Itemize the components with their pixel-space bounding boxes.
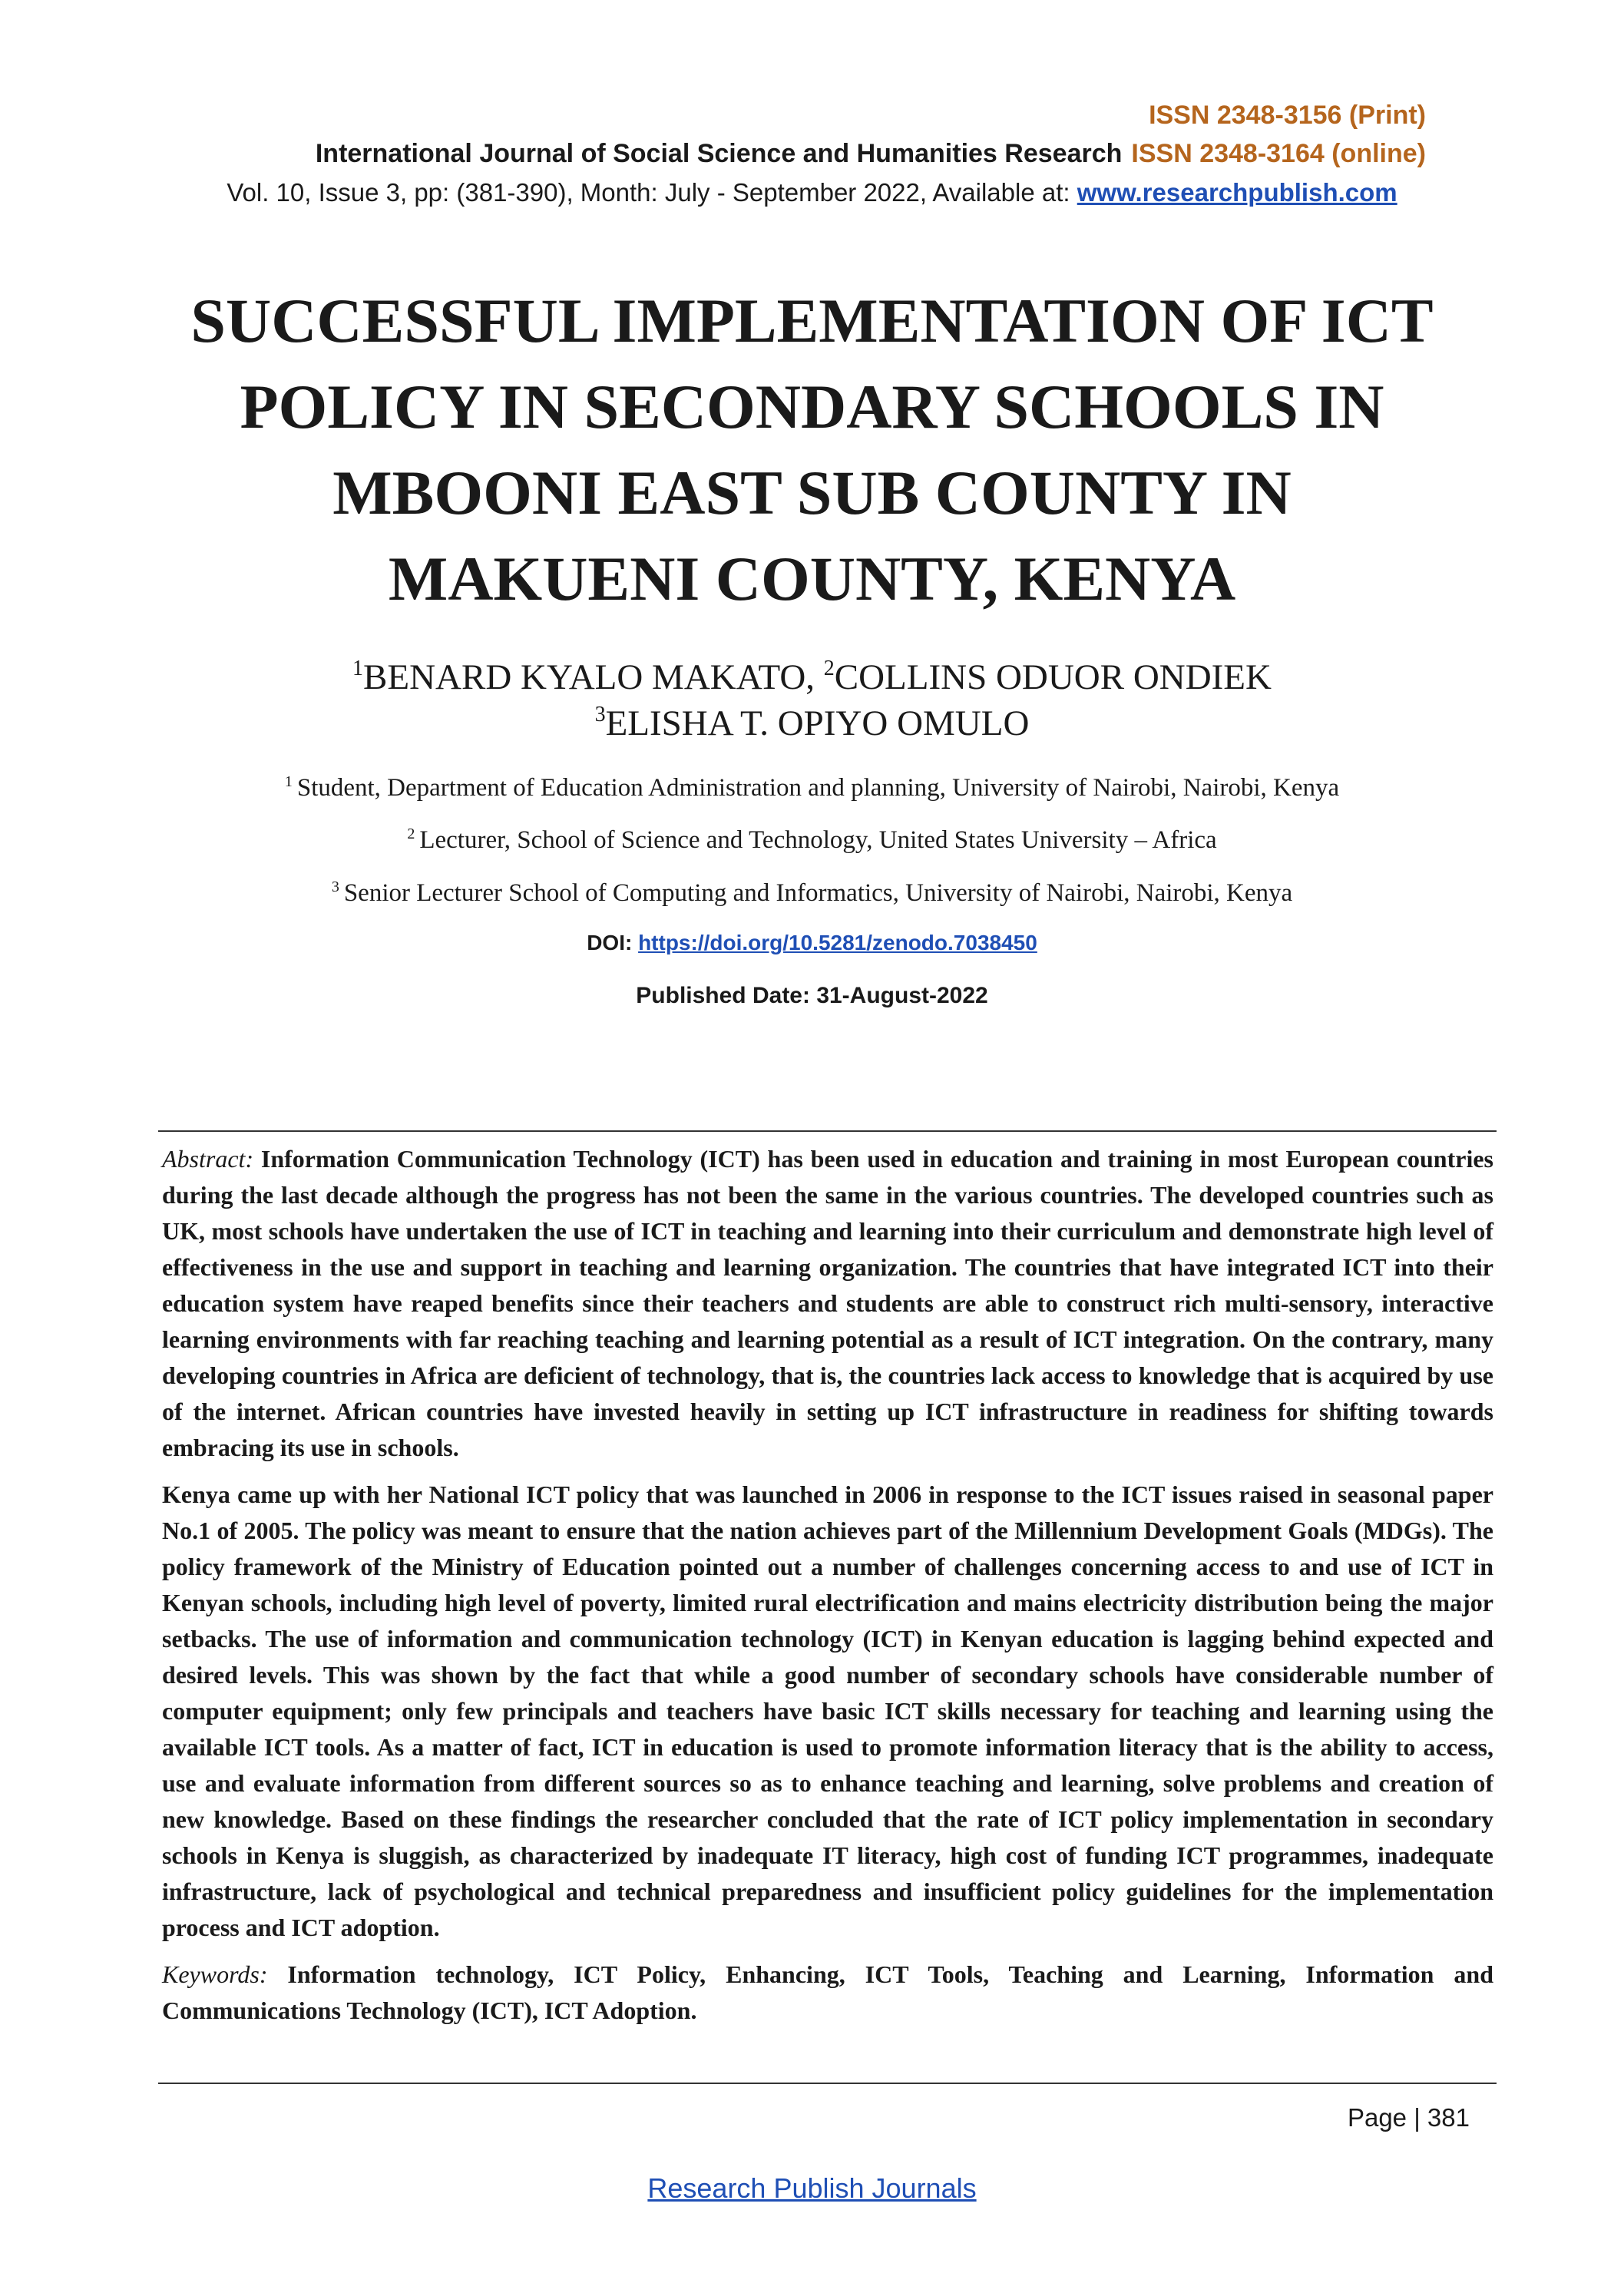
author-name: ELISHA T. OPIYO OMULO bbox=[605, 703, 1030, 743]
author-mark: 3 bbox=[594, 703, 606, 726]
issn-online: ISSN 2348-3164 (online) bbox=[1131, 139, 1426, 168]
volume-text: Vol. 10, Issue 3, pp: (381-390), Month: July - September 2022, Available at: bbox=[227, 178, 1077, 207]
abstract-paragraph-1 bbox=[162, 1141, 1493, 1466]
footer bbox=[0, 2172, 1624, 2205]
author-list bbox=[0, 654, 1624, 746]
title-line: SUCCESSFUL IMPLEMENTATION OF ICT bbox=[190, 286, 1434, 356]
publisher-link[interactable]: Research Publish Journals bbox=[647, 2172, 977, 2204]
doi-link[interactable]: https://doi.org/10.5281/zenodo.7038450 bbox=[638, 931, 1037, 954]
abstract-text-1: Information Communication Technology (ICT) has been used in education and training in most European countries during the last decade although the progress has not been the same in the various countries. The developed countries such as UK, most schools have undertaken the use of ICT in teaching and learning into their curriculum and demonstrate high level of effectiveness in the use and support in teaching and learning organization. The countries that have integrated ICT into their education system have reaped benefits since their teachers and students are able to construct rich multi-sensory, interactive learning environments with far reaching teaching and learning potential as a result of ICT integration. On the contrary, many developing countries in Africa are deficient of technology, that is, the countries lack access to knowledge that is acquired by use of the internet. African countries have invested heavily in setting up ICT infrastructure in readiness for shifting towards embracing its use in schools. bbox=[162, 1145, 1494, 1461]
affiliation-text: Lecturer, School of Science and Technology, United States University – Africa bbox=[419, 826, 1217, 854]
abstract-top-rule bbox=[158, 1130, 1497, 1132]
abstract-bottom-rule bbox=[158, 2083, 1497, 2084]
abstract-paragraph-2 bbox=[162, 1477, 1493, 1946]
affiliation-text: Student, Department of Education Administration and planning, University of Nairobi, Nairobi, Kenya bbox=[296, 774, 1340, 802]
title-line: MBOONI EAST SUB COUNTY IN bbox=[332, 458, 1292, 528]
affiliation-mark: 1 bbox=[284, 773, 293, 790]
author-mark: 2 bbox=[823, 657, 835, 680]
doi-line bbox=[0, 929, 1624, 957]
author-mark: 1 bbox=[352, 657, 364, 680]
journal-header-row bbox=[0, 138, 1426, 169]
published-date: Published Date: 31-August-2022 bbox=[636, 983, 988, 1008]
doi-label: DOI: bbox=[587, 931, 639, 954]
affiliation-2 bbox=[0, 825, 1624, 855]
page-number: Page | 381 bbox=[1347, 2103, 1470, 2132]
keywords-text: Information technology, ICT Policy, Enhancing, ICT Tools, Teaching and Learning, Information and Communications Technology (ICT), ICT Adoption. bbox=[162, 1960, 1494, 2024]
author-name: BENARD KYALO MAKATO, bbox=[363, 657, 815, 697]
abstract-text-2: Kenya came up with her National ICT policy that was launched in 2006 in response to the ICT issues raised in seasonal paper No.1 of 2005. The policy was meant to ensure that the nation achieves part of the Millennium Development Goals (MDGs). The policy framework of the Ministry of Education pointed out a number of challenges concerning access to and use of ICT in Kenyan schools, including high level of poverty, limited rural electrification and mains electricity distribution being the major setbacks. The use of information and communication technology (ICT) in Kenyan education is lagging behind expected and desired levels. This was shown by the fact that while a good number of secondary schools have considerable number of computer equipment; only few principals and teachers have basic ICT skills necessary for teaching and learning using the available ICT tools. As a matter of fact, ICT in education is used to promote information literacy that is the ability to access, use and evaluate information from different sources so as to enhance teaching and learning, solve problems and creation of new knowledge. Based on these findings the researcher concluded that the rate of ICT policy implementation in secondary schools in Kenya is sluggish, as characterized by inadequate IT literacy, high cost of funding ICT programmes, inadequate infrastructure, lack of psychological and technical preparedness and insufficient policy guidelines for the implementation process and ICT adoption. bbox=[162, 1480, 1493, 1941]
keywords-paragraph bbox=[162, 1957, 1493, 2029]
abstract-block bbox=[162, 1141, 1493, 2040]
author-line-1 bbox=[0, 654, 1624, 700]
title-line: POLICY IN SECONDARY SCHOOLS IN bbox=[240, 372, 1384, 442]
affiliation-mark: 3 bbox=[331, 878, 339, 895]
issn-print: ISSN 2348-3156 (Print) bbox=[1149, 101, 1426, 130]
keywords-label: Keywords: bbox=[162, 1960, 268, 1988]
author-name: COLLINS ODUOR ONDIEK bbox=[834, 657, 1272, 697]
affiliation-3 bbox=[0, 878, 1624, 908]
affiliation-1 bbox=[0, 773, 1624, 803]
affiliation-mark: 2 bbox=[407, 825, 415, 842]
affiliation-text: Senior Lecturer School of Computing and Informatics, University of Nairobi, Nairobi, Kenya bbox=[343, 879, 1293, 907]
website-link[interactable]: www.researchpublish.com bbox=[1077, 178, 1397, 207]
volume-line bbox=[0, 177, 1624, 208]
paper-title bbox=[92, 278, 1532, 622]
author-line-2 bbox=[0, 700, 1624, 746]
journal-name: International Journal of Social Science and Humanities Research bbox=[315, 139, 1123, 168]
abstract-label: Abstract: bbox=[162, 1145, 254, 1173]
title-line: MAKUENI COUNTY, KENYA bbox=[388, 544, 1236, 614]
